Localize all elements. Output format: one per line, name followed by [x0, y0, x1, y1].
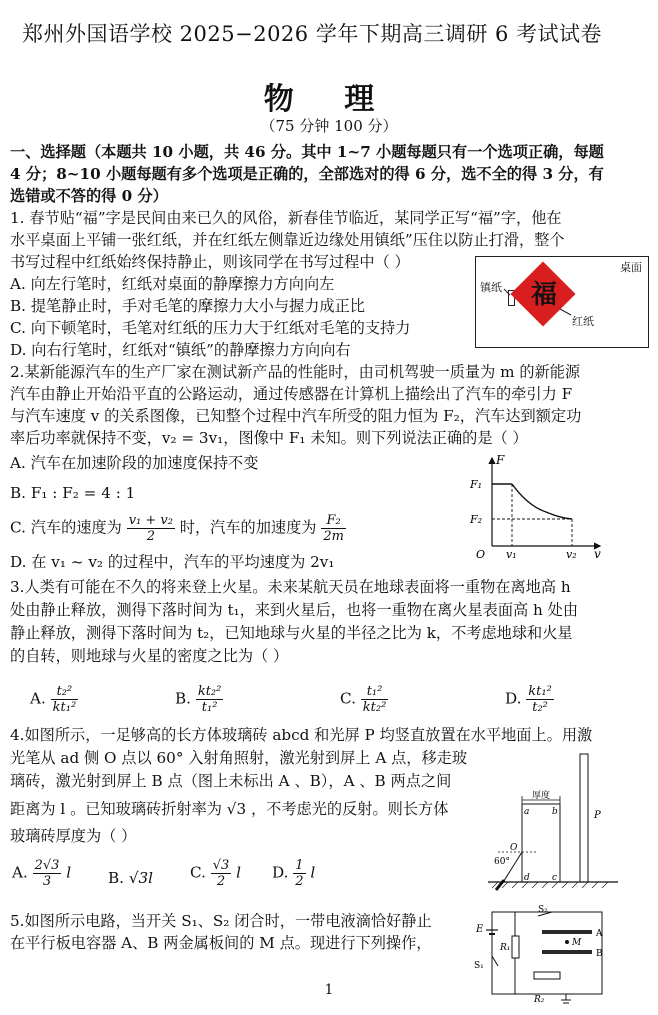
point-m-label: M: [572, 938, 582, 948]
switch-s2-label: S₂: [538, 905, 548, 915]
option-label: B.: [175, 689, 191, 708]
page-number: 1: [324, 982, 334, 998]
fraction: [293, 858, 305, 889]
question-1-option-c: C. 向下顿笔时，毛笔对红纸的压力大于红纸对毛笔的支持力: [10, 319, 411, 337]
question-3-line: 3.人类有可能在不久的将来登上火星。未来某航天员在地球表面将一重物在离地高 h: [10, 578, 571, 596]
question-4-line: 4.如图所示，一足够高的长方体玻璃砖 abcd 和光屏 P 均竖直放置在水平地面上。用激: [10, 726, 593, 744]
fraction-numerator: 1: [295, 858, 304, 873]
rheostat-r2-label: R₂: [534, 995, 545, 1005]
light-screen: [580, 754, 588, 882]
origin-label: O: [476, 548, 486, 560]
question-3-option-d: [505, 684, 554, 715]
corner-a-label: a: [524, 807, 530, 817]
capacitor-plate-b: [542, 950, 592, 954]
table-label: 桌面: [620, 261, 642, 274]
question-3-option-c: [340, 684, 388, 715]
question-4-line: 距离为 l 。已知玻璃砖折射率为 √3 ，不考虑光的反射。则长方体: [10, 800, 449, 818]
paper-label: 红纸: [572, 315, 594, 328]
question-3-line: 静止释放，测得下落时间为 t₂，已知地球与火星的半径之比为 k，不考虑地球和火星: [10, 624, 573, 642]
question-4-line: 璃砖，激光射到屏上 B 点（图上未标出 A 、B），A 、B 两点之间: [10, 772, 452, 790]
power-curve: [512, 484, 572, 519]
question-2-line: 汽车由静止开始沿平直的公路运动，通过传感器在计算机上描绘出了汽车的牵引力 F: [10, 385, 573, 403]
fraction: [33, 858, 62, 889]
fraction-numerator: t₂²: [51, 684, 79, 700]
section-instructions-line: 一、选择题（本题共 10 小题，共 46 分。其中 1~7 小题每题只有一个选项正确，每题: [10, 143, 604, 161]
fu-character: 福: [530, 280, 557, 310]
option-label: C.: [190, 863, 206, 882]
question-2-graph: [468, 452, 608, 560]
resistor-r1-label: R₁: [500, 943, 511, 953]
f2-label: F₂: [470, 513, 483, 526]
fraction: [321, 513, 346, 544]
question-5-line: 在平行板电容器 A、B 两金属板间的 M 点。现进行下列操作，: [10, 934, 432, 952]
option-value: √3l: [128, 869, 154, 887]
resistor-r1: [512, 936, 519, 958]
question-3-line: 的自转，则地球与火星的密度之比为（ ）: [10, 647, 289, 665]
angle-label: 60°: [494, 857, 510, 867]
option-tail: l: [66, 863, 72, 882]
exam-title: 郑州外国语学校 2025−2026 学年下期高三调研 6 考试试卷: [22, 22, 603, 46]
question-3-option-a: [30, 684, 78, 715]
thickness-label: 厚度: [532, 791, 551, 801]
fraction-denominator: kt₁²: [52, 700, 77, 715]
question-2-option-d: D. 在 v₁ ~ v₂ 的过程中，汽车的平均速度为 2v₁: [10, 553, 335, 571]
fraction-numerator: kt₁²: [528, 684, 552, 699]
question-2-option-a: A. 汽车在加速阶段的加速度保持不变: [10, 454, 259, 472]
question-2-option-c: [10, 513, 346, 544]
fraction: [51, 684, 79, 715]
fraction: [127, 513, 175, 544]
f1-label: F₁: [470, 478, 483, 491]
v2-label: v₂: [566, 548, 577, 560]
question-3-option-b: [175, 684, 223, 715]
y-axis-label: F: [496, 453, 505, 467]
question-1-option-d: D. 向右行笔时，红纸对“镇纸”的静摩擦力方向向右: [10, 341, 351, 359]
option-label: D.: [505, 689, 522, 708]
option-label: A.: [30, 689, 46, 708]
option-tail: l: [236, 863, 241, 882]
fraction-numerator: t₁²: [361, 684, 389, 700]
fraction-numerator: kt₂²: [197, 684, 222, 699]
fraction-denominator: 2: [216, 874, 226, 889]
fraction-numerator: v₁ + v₂: [128, 513, 173, 528]
option-label: C.: [340, 689, 356, 708]
option-c-prefix: C. 汽车的速度为: [10, 518, 122, 537]
question-2-line: 与汽车速度 v 的关系图像，已知整个过程中汽车所受的阻力恒为 F₂，汽车达到额定功: [10, 407, 582, 425]
plate-b-label: B: [596, 949, 603, 959]
fraction-denominator: 2: [295, 874, 304, 889]
emf-label: E: [476, 924, 484, 935]
question-4-line: 光笔从 ad 侧 O 点以 60° 入射角照射，激光射到屏上 A 点，移走玻: [10, 749, 468, 767]
question-2-option-b: B. F₁ : F₂ = 4 : 1: [10, 484, 136, 502]
fraction: [196, 684, 224, 715]
option-tail: l: [310, 863, 316, 882]
figure-leader-lines: [476, 257, 648, 347]
question-1-line: 书写过程中红纸始终保持静止，则该同学在书写过程中（ ）: [10, 253, 410, 271]
question-4-option-d: [272, 858, 315, 889]
fraction: [211, 858, 232, 889]
question-4-figure: [488, 752, 626, 902]
question-2-line: 率后功率就保持不变，v₂ = 3v₁，图像中 F₁ 未知。则下列说法正确的是（ ）: [10, 429, 528, 447]
question-1-line: 1. 春节贴“福”字是民间由来已久的风俗，新春佳节临近，某同学正写“福”字，他在: [10, 209, 562, 227]
exam-duration: （75 分钟 100 分）: [260, 117, 398, 135]
fraction-denominator: 2m: [323, 529, 344, 544]
subject-title: 物 理: [263, 82, 395, 117]
fraction-denominator: kt₂²: [362, 700, 387, 715]
question-1-option-b: B. 提笔静止时，手对毛笔的摩擦力大小与握力成正比: [10, 297, 365, 315]
point-o-label: O: [510, 843, 518, 853]
corner-d-label: d: [524, 873, 530, 883]
option-c-middle: 时，汽车的加速度为: [179, 518, 317, 537]
ground-hatching: [492, 882, 608, 888]
corner-b-label: b: [552, 807, 558, 817]
corner-c-label: c: [552, 873, 558, 883]
option-label: B.: [108, 869, 124, 887]
question-4-line: 玻璃砖厚度为（ ）: [10, 827, 137, 845]
switch-s1-label: S₁: [474, 961, 484, 971]
fraction-denominator: t₁²: [201, 700, 218, 715]
fraction-denominator: 2: [146, 529, 155, 544]
droplet-m: [565, 940, 569, 944]
option-label: A.: [12, 863, 28, 882]
fraction-denominator: t₂²: [532, 700, 548, 715]
question-1-line: 水平桌面上平铺一张红纸，并在红纸左侧靠近边缘处用镇纸”压住以防止打滑，整个: [10, 231, 565, 249]
fraction-denominator: 3: [42, 874, 52, 889]
fraction: [361, 684, 389, 715]
question-5-line: 5.如图所示电路，当开关 S₁、S₂ 闭合时，一带电液滴恰好静止: [10, 912, 432, 930]
question-4-option-c: [190, 858, 241, 889]
fraction: [526, 684, 554, 715]
section-instructions-line: 选错或不答的得 0 分）: [10, 187, 168, 205]
question-4-option-a: [12, 858, 71, 889]
switch-s1: [492, 956, 498, 966]
rheostat-r2: [534, 972, 560, 979]
question-4-option-b: [108, 867, 153, 889]
question-2-line: 2.某新能源汽车的生产厂家在测试新产品的性能时，由司机驾驶一质量为 m 的新能源: [10, 363, 581, 381]
screen-label: P: [594, 810, 601, 821]
capacitor-plate-a: [542, 930, 592, 934]
fraction-numerator: F₂: [321, 513, 346, 529]
fraction-numerator: 2√3: [34, 858, 60, 873]
section-instructions-line: 4 分；8~10 小题每题有多个选项是正确的，全部选对的得 6 分，选不全的得 3 分，有: [10, 165, 604, 183]
v1-label: v₁: [506, 548, 517, 560]
question-1-option-a: A. 向左行笔时，红纸对桌面的静摩擦力方向向左: [10, 275, 335, 293]
weight-label: 镇纸: [480, 281, 502, 294]
question-3-line: 处由静止释放，测得下落时间为 t₁，来到火星后，也将一重物在离火星表面高 h 处由: [10, 601, 579, 619]
option-label: D.: [272, 863, 289, 882]
question-1-figure: [475, 256, 649, 348]
plate-a-label: A: [596, 929, 603, 939]
x-axis-label: v: [594, 547, 601, 560]
fraction-numerator: √3: [212, 858, 230, 873]
